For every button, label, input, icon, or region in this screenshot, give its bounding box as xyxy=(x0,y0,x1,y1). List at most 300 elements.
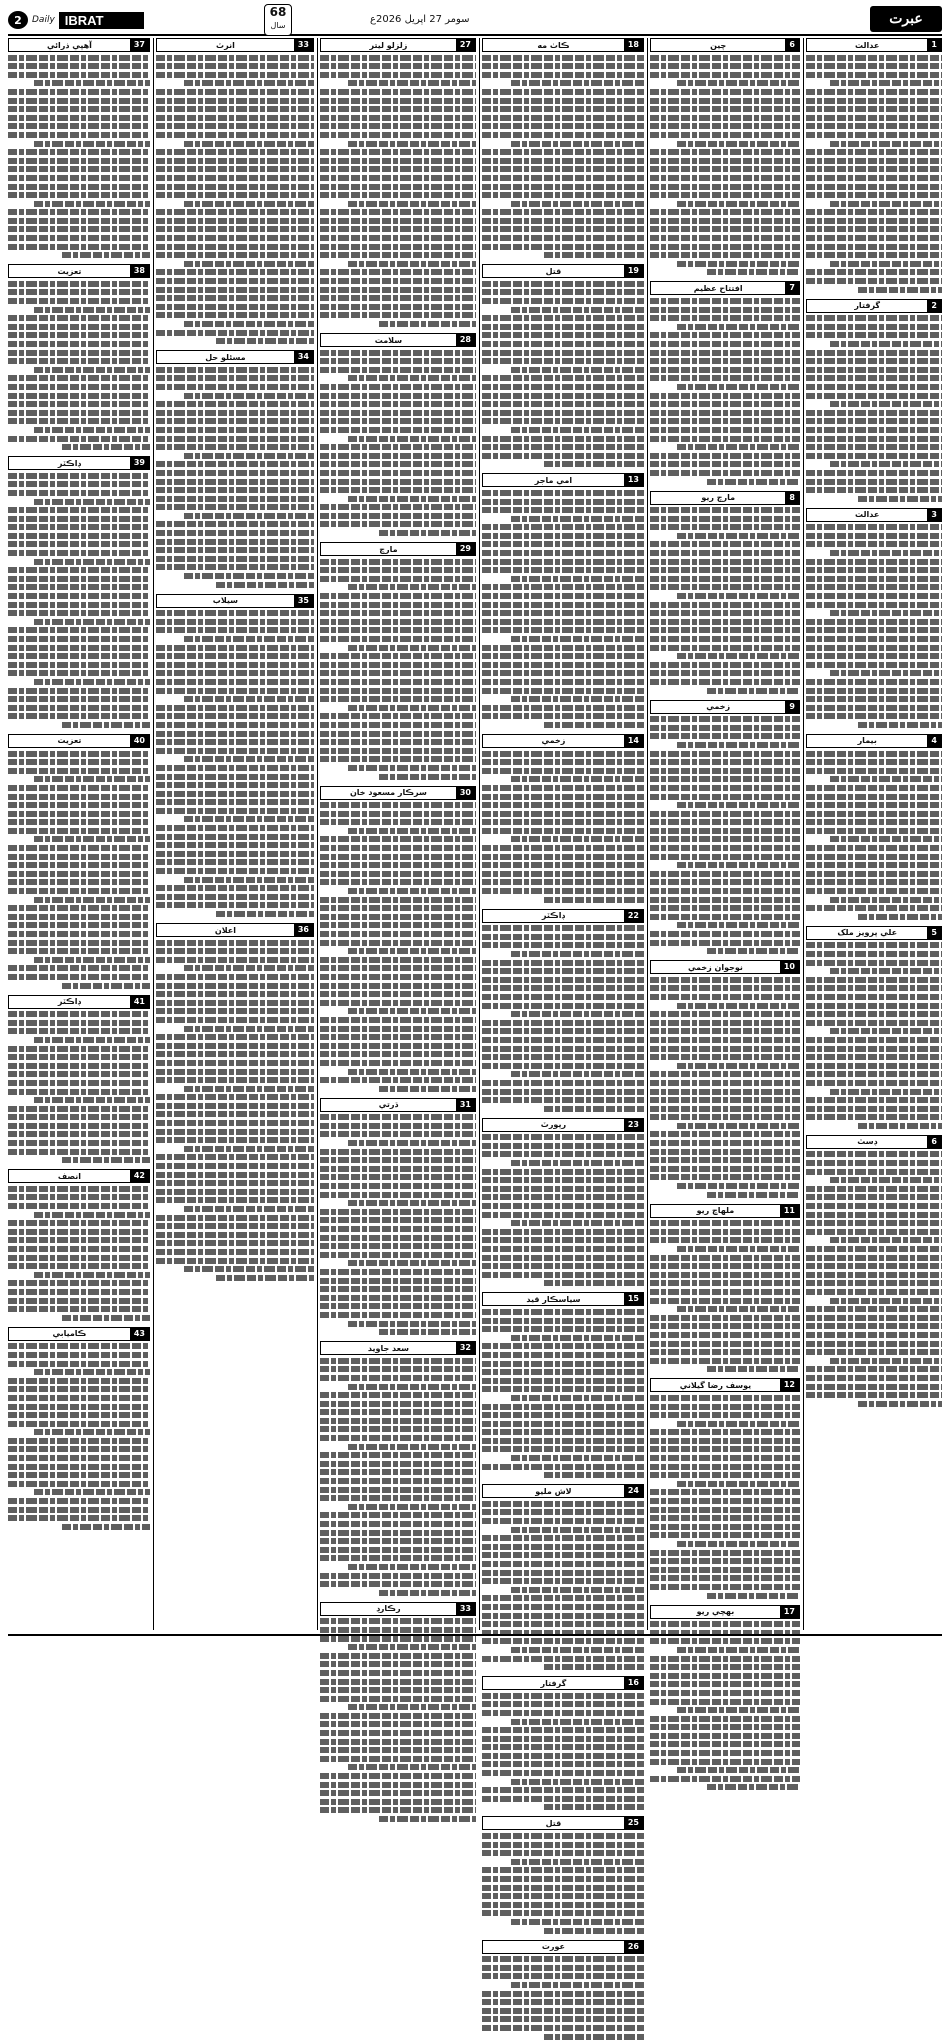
text-line xyxy=(650,123,800,129)
text-line xyxy=(8,1263,150,1269)
text-line xyxy=(650,244,800,250)
text-line xyxy=(8,384,150,390)
text-line xyxy=(8,281,150,287)
text-line xyxy=(156,418,314,424)
text-line xyxy=(156,106,314,112)
news-item-heading xyxy=(156,38,314,52)
news-item-heading xyxy=(806,508,942,522)
text-line xyxy=(320,1043,476,1049)
text-line xyxy=(482,98,644,104)
news-item-heading xyxy=(8,1327,150,1341)
text-line xyxy=(650,1166,800,1172)
text-line xyxy=(806,63,942,69)
news-item-heading xyxy=(156,923,314,937)
text-line xyxy=(8,89,150,95)
text-line xyxy=(482,794,644,800)
news-item-title: اعلان xyxy=(214,925,236,935)
text-line xyxy=(806,1366,942,1372)
text-line xyxy=(511,141,644,147)
text-line xyxy=(650,192,800,198)
text-line xyxy=(320,1409,476,1415)
news-item-number: 6 xyxy=(927,1136,941,1148)
text-line xyxy=(650,367,800,373)
text-line xyxy=(806,175,942,181)
text-line xyxy=(482,1595,644,1601)
text-line xyxy=(806,593,942,599)
text-line xyxy=(320,521,476,527)
text-line xyxy=(482,688,644,694)
text-line xyxy=(482,289,644,295)
text-line xyxy=(650,470,800,476)
text-line xyxy=(8,696,150,702)
text-line xyxy=(184,877,314,883)
text-line xyxy=(482,1177,644,1183)
text-line xyxy=(830,610,942,616)
text-line xyxy=(482,1404,644,1410)
news-item xyxy=(482,1292,644,1478)
news-item xyxy=(320,786,476,1092)
text-line xyxy=(650,1759,800,1765)
news-item-title: تعزيت xyxy=(57,266,82,276)
text-line xyxy=(806,653,942,659)
text-line xyxy=(806,332,942,338)
text-line xyxy=(650,1498,800,1504)
text-line xyxy=(320,55,476,61)
text-line xyxy=(806,487,942,493)
text-line xyxy=(858,914,942,920)
text-line xyxy=(156,295,314,301)
text-line xyxy=(544,461,644,467)
text-line xyxy=(8,713,150,719)
text-line xyxy=(482,350,644,356)
text-line xyxy=(677,1481,800,1487)
text-line xyxy=(62,1157,150,1163)
text-line xyxy=(482,1272,644,1278)
text-line xyxy=(62,444,150,450)
text-line xyxy=(348,201,476,207)
text-line xyxy=(482,106,644,112)
text-line xyxy=(8,584,150,590)
news-item xyxy=(650,960,800,1197)
text-line xyxy=(8,576,150,582)
text-line xyxy=(806,115,942,121)
text-line xyxy=(320,1756,476,1762)
text-line xyxy=(677,922,800,928)
news-item-heading xyxy=(156,594,314,608)
text-line xyxy=(650,645,800,651)
news-item-title: سعد جاويد xyxy=(367,1343,409,1353)
text-line xyxy=(156,791,314,797)
text-line xyxy=(8,974,150,980)
text-line xyxy=(482,1378,644,1384)
text-line xyxy=(184,965,314,971)
text-line xyxy=(156,645,314,651)
text-line xyxy=(320,1269,476,1275)
news-item-number: 37 xyxy=(130,39,149,51)
text-line xyxy=(650,418,800,424)
text-line xyxy=(830,897,942,903)
text-line xyxy=(348,948,476,954)
text-line xyxy=(8,507,150,513)
text-line xyxy=(320,688,476,694)
text-line xyxy=(8,593,150,599)
text-line xyxy=(320,1392,476,1398)
text-line xyxy=(806,951,942,957)
text-line xyxy=(677,1767,800,1773)
text-line xyxy=(482,235,644,241)
text-line xyxy=(806,106,942,112)
news-item-number: 23 xyxy=(624,1119,643,1131)
text-line xyxy=(830,80,942,86)
text-line xyxy=(482,960,644,966)
news-item-number: 4 xyxy=(927,735,941,747)
text-line xyxy=(8,1028,150,1034)
text-line xyxy=(650,1438,800,1444)
text-line xyxy=(320,218,476,224)
text-line xyxy=(8,567,150,573)
text-line xyxy=(806,828,942,834)
text-line xyxy=(156,547,314,553)
text-line xyxy=(184,453,314,459)
text-line xyxy=(511,1919,644,1925)
text-line xyxy=(650,209,800,215)
text-line xyxy=(650,453,800,459)
text-line xyxy=(482,1842,644,1848)
text-line xyxy=(830,670,942,676)
text-line xyxy=(482,1867,644,1873)
text-line xyxy=(482,785,644,791)
text-line xyxy=(156,487,314,493)
text-line xyxy=(216,582,314,588)
text-line xyxy=(511,1647,644,1653)
text-line xyxy=(348,1564,476,1570)
text-line xyxy=(156,1017,314,1023)
news-item-title: مارچ xyxy=(379,544,398,554)
news-item-heading xyxy=(482,1676,644,1690)
text-line xyxy=(677,261,800,267)
text-line xyxy=(650,1054,800,1060)
text-line xyxy=(544,1664,644,1670)
news-item-heading xyxy=(8,734,150,748)
text-line xyxy=(650,358,800,364)
text-line xyxy=(184,513,314,519)
text-line xyxy=(482,888,644,894)
text-line xyxy=(650,1741,800,1747)
news-item-heading xyxy=(320,38,476,52)
news-item-heading xyxy=(482,38,644,52)
text-line xyxy=(482,1212,644,1218)
text-line xyxy=(348,1704,476,1710)
text-line xyxy=(8,490,150,496)
text-line xyxy=(156,1008,314,1014)
news-item xyxy=(650,1204,800,1373)
text-line xyxy=(348,888,476,894)
text-line xyxy=(482,1089,644,1095)
text-line xyxy=(8,481,150,487)
news-item-heading xyxy=(482,1484,644,1498)
text-line xyxy=(8,871,150,877)
text-line xyxy=(156,1120,314,1126)
text-line xyxy=(806,244,942,250)
text-line xyxy=(650,1524,800,1530)
text-line xyxy=(320,1149,476,1155)
text-line xyxy=(320,1051,476,1057)
text-line xyxy=(650,662,800,668)
text-line xyxy=(34,80,150,86)
text-line xyxy=(806,1186,942,1192)
text-line xyxy=(320,1495,476,1501)
news-item-heading xyxy=(650,1378,800,1392)
text-line xyxy=(677,1306,800,1312)
text-line xyxy=(482,1535,644,1541)
text-line xyxy=(806,98,942,104)
text-line xyxy=(156,496,314,502)
text-line xyxy=(8,1186,150,1192)
text-line xyxy=(650,811,800,817)
text-line xyxy=(707,1593,800,1599)
text-line xyxy=(482,1134,644,1140)
column-divider xyxy=(153,38,154,1630)
text-line xyxy=(511,1335,644,1341)
news-item-number: 18 xyxy=(624,39,643,51)
text-line xyxy=(320,175,476,181)
text-line xyxy=(650,1404,800,1410)
text-line xyxy=(677,1541,800,1547)
text-line xyxy=(482,759,644,765)
news-item-title: لاش مليو xyxy=(535,1486,572,1496)
text-line xyxy=(482,1369,644,1375)
text-line xyxy=(482,1578,644,1584)
text-line xyxy=(156,55,314,61)
text-line xyxy=(320,149,476,155)
text-line xyxy=(650,235,800,241)
text-line xyxy=(511,427,644,433)
text-line xyxy=(320,287,476,293)
news-item-heading xyxy=(320,542,476,556)
news-item-number: 22 xyxy=(624,910,643,922)
text-line xyxy=(184,1026,314,1032)
text-line xyxy=(156,149,314,155)
text-line xyxy=(806,785,942,791)
text-line xyxy=(320,602,476,608)
text-line xyxy=(156,983,314,989)
text-line xyxy=(320,106,476,112)
text-line xyxy=(650,1028,800,1034)
text-line xyxy=(184,756,314,762)
text-line xyxy=(8,55,150,61)
text-line xyxy=(156,1111,314,1117)
text-line xyxy=(806,1246,942,1252)
text-line xyxy=(806,576,942,582)
text-line xyxy=(650,733,800,739)
text-line xyxy=(482,1965,644,1971)
text-line xyxy=(8,1114,150,1120)
text-line xyxy=(650,1341,800,1347)
text-line xyxy=(8,888,150,894)
news-item xyxy=(8,734,150,989)
text-line xyxy=(320,1131,476,1137)
text-line xyxy=(677,1123,800,1129)
text-line xyxy=(156,461,314,467)
text-line xyxy=(650,1157,800,1163)
text-line xyxy=(320,123,476,129)
text-line xyxy=(806,192,942,198)
text-line xyxy=(320,1782,476,1788)
text-line xyxy=(650,1020,800,1026)
news-item-title: گرفتار xyxy=(540,1678,567,1688)
text-line xyxy=(8,1289,150,1295)
text-line xyxy=(482,819,644,825)
news-item-number: 33 xyxy=(294,39,313,51)
news-item-number: 6 xyxy=(785,39,799,51)
text-line xyxy=(320,1799,476,1805)
text-line xyxy=(806,1341,942,1347)
text-line xyxy=(8,862,150,868)
text-line xyxy=(806,1220,942,1226)
text-line xyxy=(320,252,476,258)
text-line xyxy=(34,307,150,313)
text-line xyxy=(320,470,476,476)
text-line xyxy=(482,1710,644,1716)
text-line xyxy=(348,496,476,502)
text-line xyxy=(650,1097,800,1103)
text-line xyxy=(806,559,942,565)
text-line xyxy=(8,1412,150,1418)
brand-block xyxy=(8,10,144,30)
news-item-number: 31 xyxy=(456,1099,475,1111)
newspaper-logo: عبرت xyxy=(870,6,942,32)
text-line xyxy=(482,1028,644,1034)
news-item xyxy=(650,281,800,484)
text-line xyxy=(806,1160,942,1166)
text-line xyxy=(482,1552,644,1558)
text-line xyxy=(320,636,476,642)
text-line xyxy=(8,1106,150,1112)
text-line xyxy=(8,218,150,224)
text-line xyxy=(156,521,314,527)
news-item-number: 5 xyxy=(927,927,941,939)
text-line xyxy=(482,1318,644,1324)
text-line xyxy=(806,751,942,757)
text-line xyxy=(650,350,800,356)
text-line xyxy=(806,1384,942,1390)
text-line xyxy=(650,670,800,676)
text-line xyxy=(650,1229,800,1235)
news-item-title: زلزلو ليتر xyxy=(369,40,408,50)
text-line xyxy=(650,1724,800,1730)
text-line xyxy=(677,533,800,539)
text-line xyxy=(806,350,942,356)
masthead xyxy=(8,6,942,36)
text-line xyxy=(806,802,942,808)
text-line xyxy=(482,1902,644,1908)
text-line xyxy=(156,539,314,545)
text-line xyxy=(184,201,314,207)
text-line xyxy=(650,1237,800,1243)
text-line xyxy=(156,287,314,293)
text-line xyxy=(806,1255,942,1261)
text-line xyxy=(650,931,800,937)
text-line xyxy=(806,541,942,547)
news-item-title: علي پرويز ملک xyxy=(837,928,898,938)
text-line xyxy=(806,1046,942,1052)
text-line xyxy=(806,367,942,373)
text-line xyxy=(482,977,644,983)
text-line xyxy=(482,679,644,685)
text-line xyxy=(650,897,800,903)
text-line xyxy=(482,1343,644,1349)
text-line xyxy=(320,461,476,467)
text-line xyxy=(482,1621,644,1627)
text-line xyxy=(482,149,644,155)
text-line xyxy=(156,330,314,336)
text-line xyxy=(34,1429,150,1435)
text-line xyxy=(320,367,476,373)
text-line xyxy=(511,1779,644,1785)
text-line xyxy=(482,1464,644,1470)
text-line xyxy=(806,1332,942,1338)
text-line xyxy=(8,226,150,232)
text-line xyxy=(8,1140,150,1146)
text-line xyxy=(216,1275,314,1281)
text-line xyxy=(482,1570,644,1576)
text-line xyxy=(650,1507,800,1513)
news-item-title: مارچ ريو xyxy=(701,493,736,502)
news-item-number: 14 xyxy=(624,735,643,747)
text-line xyxy=(650,819,800,825)
text-line xyxy=(482,1186,644,1192)
text-line xyxy=(650,63,800,69)
text-line xyxy=(806,905,942,911)
news-item-heading xyxy=(482,1940,644,1954)
text-line xyxy=(806,427,942,433)
text-line xyxy=(482,1438,644,1444)
text-line xyxy=(650,115,800,121)
text-line xyxy=(511,1220,644,1226)
text-line xyxy=(806,994,942,1000)
text-line xyxy=(482,1518,644,1524)
text-line xyxy=(156,72,314,78)
text-line xyxy=(482,1352,644,1358)
text-line xyxy=(320,576,476,582)
text-line xyxy=(320,244,476,250)
text-line xyxy=(62,1524,150,1530)
text-line xyxy=(320,1469,476,1475)
text-line xyxy=(156,367,314,373)
news-item-heading xyxy=(650,1204,800,1218)
text-line xyxy=(320,854,476,860)
text-line xyxy=(156,564,314,570)
news-item xyxy=(482,734,644,903)
text-line xyxy=(511,636,644,642)
news-item-title: قتل xyxy=(545,266,562,276)
text-line xyxy=(320,226,476,232)
text-line xyxy=(320,401,476,407)
text-line xyxy=(320,1077,476,1083)
text-line xyxy=(320,1581,476,1587)
text-line xyxy=(650,427,800,433)
news-item xyxy=(320,333,476,536)
text-line xyxy=(650,1114,800,1120)
text-line xyxy=(156,1094,314,1100)
text-line xyxy=(482,1063,644,1069)
text-line xyxy=(320,1530,476,1536)
text-line xyxy=(320,991,476,997)
text-line xyxy=(8,922,150,928)
text-line xyxy=(650,436,800,442)
news-item-title: مسئلو حل xyxy=(205,352,246,362)
text-line xyxy=(8,98,150,104)
